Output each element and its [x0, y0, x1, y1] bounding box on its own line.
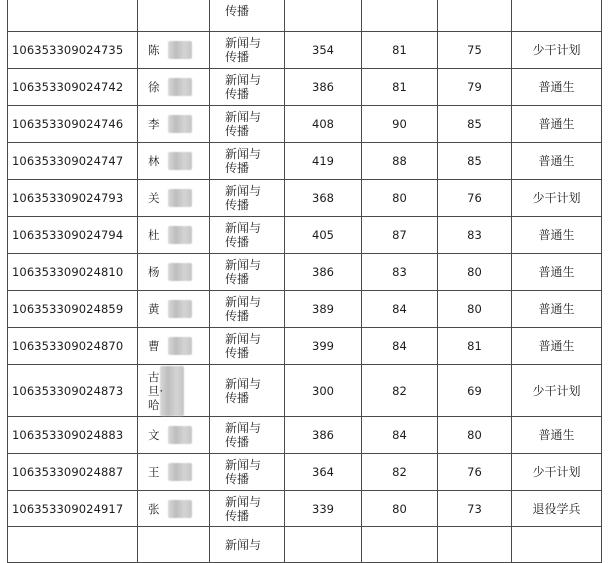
table-row: [8, 0, 602, 32]
exam-id-cell: 106353309024859: [8, 291, 138, 328]
redaction-mask: [168, 152, 192, 170]
subject-score-cell: 82: [362, 454, 438, 491]
table-row: [8, 417, 602, 454]
total-score-cell: 354: [285, 32, 362, 69]
admission-type-cell: [512, 527, 602, 563]
major-cell: [210, 291, 285, 328]
major-cell: [210, 328, 285, 365]
major-text: 新闻与: [225, 537, 262, 552]
admission-type-cell: 普通生: [512, 143, 602, 180]
subject-score-cell: 81: [362, 69, 438, 106]
name-text: 李: [148, 117, 160, 131]
total-score-cell: 368: [285, 180, 362, 217]
subject-score-cell: 83: [362, 254, 438, 291]
exam-id-cell: 106353309024810: [8, 254, 138, 291]
table-row: [8, 217, 602, 254]
major-cell: [210, 527, 285, 563]
name-text: 黄: [148, 302, 160, 316]
name-cell: [138, 328, 210, 365]
major-text: 新闻与: [225, 295, 262, 309]
interview-score-cell: 81: [438, 328, 512, 365]
name-text: 曹: [148, 339, 160, 353]
redaction-mask: [168, 300, 192, 318]
exam-id-cell: [8, 0, 138, 32]
name-text: 杨: [148, 265, 160, 279]
name-text: 王: [148, 465, 160, 479]
subject-score-cell: 87: [362, 217, 438, 254]
major-text: 新闻与: [225, 147, 262, 161]
redaction-mask: [168, 463, 192, 481]
total-score-cell: 419: [285, 143, 362, 180]
redaction-mask: [168, 426, 192, 444]
interview-score-cell: 79: [438, 69, 512, 106]
total-score-cell: 300: [285, 365, 362, 417]
exam-id-cell: 106353309024883: [8, 417, 138, 454]
exam-id-cell: 106353309024747: [8, 143, 138, 180]
subject-score-cell: 84: [362, 328, 438, 365]
redaction-mask: [168, 226, 192, 244]
admission-type-cell: 退役学兵: [512, 491, 602, 527]
major-text: 新闻与: [225, 494, 262, 509]
major-text: 新闻与: [225, 36, 262, 50]
name-cell: [138, 365, 210, 417]
table-row: [8, 143, 602, 180]
major-text: 传播: [225, 346, 250, 360]
subject-score-cell: [362, 527, 438, 563]
interview-score-cell: 80: [438, 291, 512, 328]
total-score-cell: 389: [285, 291, 362, 328]
major-cell: [210, 69, 285, 106]
name-cell: [138, 527, 210, 563]
name-text: 杜: [148, 228, 160, 242]
name-cell: [138, 291, 210, 328]
name-cell: [138, 106, 210, 143]
name-cell: [138, 491, 210, 527]
admission-type-cell: 少干计划: [512, 32, 602, 69]
major-text: 新闻与: [225, 332, 262, 346]
interview-score-cell: 80: [438, 417, 512, 454]
major-text: 新闻与: [225, 421, 262, 435]
admission-type-cell: 普通生: [512, 291, 602, 328]
major-text: 新闻与: [225, 258, 262, 272]
major-text: 传播: [225, 435, 250, 449]
total-score-cell: [285, 527, 362, 563]
total-score-cell: 405: [285, 217, 362, 254]
exam-id-cell: 106353309024887: [8, 454, 138, 491]
major-text: 传播: [225, 235, 250, 249]
interview-score-cell: [438, 0, 512, 32]
major-text: 传播: [225, 472, 250, 486]
total-score-cell: 399: [285, 328, 362, 365]
name-text: 文: [148, 428, 160, 442]
interview-score-cell: 75: [438, 32, 512, 69]
total-score-cell: 339: [285, 491, 362, 527]
redaction-mask: [168, 263, 192, 281]
admission-type-cell: 普通生: [512, 328, 602, 365]
name-text: 张: [148, 501, 160, 516]
redaction-mask: [168, 337, 192, 355]
admission-table-sheet: [7, 0, 601, 552]
name-cell: [138, 254, 210, 291]
name-cell: [138, 417, 210, 454]
table-row: [8, 527, 602, 563]
name-cell: [138, 180, 210, 217]
admission-type-cell: 普通生: [512, 254, 602, 291]
redaction-mask: [168, 500, 192, 518]
major-text: 传播: [225, 4, 250, 18]
major-cell: [210, 143, 285, 180]
name-text: 陈: [148, 43, 160, 57]
name-cell: [138, 217, 210, 254]
subject-score-cell: 82: [362, 365, 438, 417]
major-text: 传播: [225, 50, 250, 64]
redaction-mask: [168, 78, 192, 96]
subject-score-cell: 84: [362, 291, 438, 328]
name-cell: [138, 143, 210, 180]
major-cell: [210, 217, 285, 254]
table-row: [8, 180, 602, 217]
name-text: 林: [148, 154, 160, 168]
major-cell: [210, 417, 285, 454]
admission-table: [7, 0, 602, 563]
total-score-cell: 386: [285, 69, 362, 106]
exam-id-cell: 106353309024873: [8, 365, 138, 417]
admission-type-cell: 普通生: [512, 69, 602, 106]
major-cell: [210, 180, 285, 217]
admission-type-cell: 少干计划: [512, 454, 602, 491]
exam-id-cell: 106353309024794: [8, 217, 138, 254]
table-row: [8, 106, 602, 143]
major-text: 传播: [225, 309, 250, 323]
interview-score-cell: 76: [438, 180, 512, 217]
major-text: 传播: [225, 87, 250, 101]
redaction-mask: [168, 115, 192, 133]
major-cell: [210, 0, 285, 32]
interview-score-cell: 85: [438, 106, 512, 143]
table-row: [8, 454, 602, 491]
table-row: [8, 328, 602, 365]
redaction-mask: [168, 41, 192, 59]
name-text: 古 旦· 哈: [148, 369, 164, 412]
major-text: 新闻与: [225, 458, 262, 472]
interview-score-cell: 76: [438, 454, 512, 491]
admission-type-cell: [512, 0, 602, 32]
total-score-cell: [285, 0, 362, 32]
table-row: [8, 254, 602, 291]
major-text: 传播: [225, 124, 250, 138]
interview-score-cell: 69: [438, 365, 512, 417]
name-cell: [138, 454, 210, 491]
major-text: 新闻与: [225, 376, 262, 391]
interview-score-cell: 85: [438, 143, 512, 180]
major-cell: [210, 454, 285, 491]
exam-id-cell: 106353309024735: [8, 32, 138, 69]
admission-type-cell: 普通生: [512, 217, 602, 254]
interview-score-cell: [438, 527, 512, 563]
exam-id-cell: 106353309024742: [8, 69, 138, 106]
admission-type-cell: 少干计划: [512, 180, 602, 217]
interview-score-cell: 80: [438, 254, 512, 291]
subject-score-cell: 81: [362, 32, 438, 69]
subject-score-cell: 84: [362, 417, 438, 454]
exam-id-cell: 106353309024917: [8, 491, 138, 527]
interview-score-cell: 73: [438, 491, 512, 527]
subject-score-cell: 90: [362, 106, 438, 143]
exam-id-cell: 106353309024870: [8, 328, 138, 365]
major-text: 传播: [225, 198, 250, 212]
major-text: 新闻与: [225, 110, 262, 124]
subject-score-cell: 80: [362, 180, 438, 217]
major-cell: [210, 106, 285, 143]
exam-id-cell: 106353309024746: [8, 106, 138, 143]
major-text: 新闻与: [225, 184, 262, 198]
major-cell: [210, 32, 285, 69]
interview-score-cell: 83: [438, 217, 512, 254]
total-score-cell: 386: [285, 417, 362, 454]
major-text: 传播: [225, 390, 250, 405]
admission-type-cell: 少干计划: [512, 365, 602, 417]
total-score-cell: 364: [285, 454, 362, 491]
exam-id-cell: 106353309024793: [8, 180, 138, 217]
total-score-cell: 408: [285, 106, 362, 143]
subject-score-cell: 80: [362, 491, 438, 527]
table-row: [8, 291, 602, 328]
major-text: 新闻与: [225, 73, 262, 87]
total-score-cell: 386: [285, 254, 362, 291]
major-text: 传播: [225, 161, 250, 175]
subject-score-cell: [362, 0, 438, 32]
major-text: 传播: [225, 272, 250, 286]
redaction-mask: [168, 189, 192, 207]
admission-type-cell: 普通生: [512, 417, 602, 454]
redaction-mask: [160, 366, 184, 416]
major-text: 传播: [225, 508, 250, 523]
name-text: 关: [148, 191, 160, 205]
name-text: 徐: [148, 80, 160, 94]
table-row: [8, 491, 602, 527]
name-cell: [138, 69, 210, 106]
name-cell: [138, 0, 210, 32]
major-text: 新闻与: [225, 221, 262, 235]
exam-id-cell: [8, 527, 138, 563]
table-row: [8, 365, 602, 417]
major-cell: [210, 254, 285, 291]
name-cell: [138, 32, 210, 69]
table-row: [8, 32, 602, 69]
admission-type-cell: 普通生: [512, 106, 602, 143]
major-cell: [210, 491, 285, 527]
subject-score-cell: 88: [362, 143, 438, 180]
major-cell: [210, 365, 285, 417]
table-row: [8, 69, 602, 106]
